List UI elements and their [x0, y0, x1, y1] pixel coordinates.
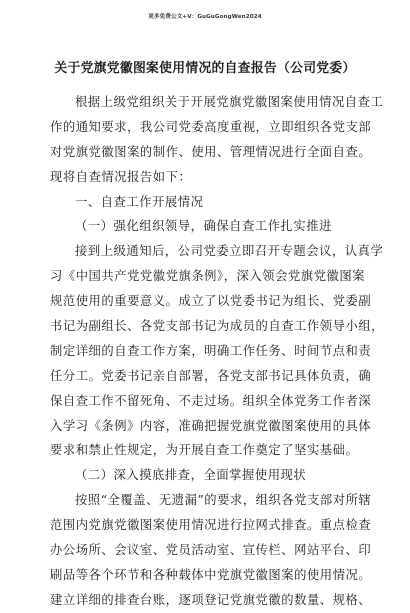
- body-line: 建立详细的排查台账，逐项登记党旗党徽的数量、规格、: [50, 592, 372, 607]
- body-line: 对党旗党徽图案的制作、使用、管理情况进行全面自查。: [50, 144, 372, 159]
- body-line: 制定详细的自查工作方案，明确工作任务、时间节点和责: [50, 343, 372, 358]
- body-line: 规范使用的重要意义。成立了以党委书记为组长、党委副: [50, 294, 372, 309]
- body-line: 接到上级通知后，公司党委立即召开专题会议，认真学: [75, 244, 384, 259]
- body-line: 作的通知要求，我公司党委高度重视，立即组织各党支部: [50, 119, 372, 134]
- body-line: （二）深入摸底排查，全面掌握使用现状: [75, 468, 307, 483]
- body-line: 办公场所、会议室、党员活动室、宣传栏、网站平台、印: [50, 543, 372, 558]
- body-line: 根据上级党组织关于开展党旗党徽图案使用情况自查工: [75, 95, 384, 109]
- document-title: 关于党旗党徽图案使用情况的自查报告（公司党委）: [54, 61, 356, 76]
- body-line: （一）强化组织领导，确保自查工作扎实推进: [75, 219, 332, 234]
- top-banner: 更多免费公文+V：GuGuGongWen2024: [148, 14, 262, 20]
- body-line: 入学习《条例》内容，准确把握党旗党徽图案使用的具体: [50, 418, 372, 433]
- body-line: 刷品等各个环节和各种载体中党旗党徽图案的使用情况。: [50, 567, 372, 582]
- document-body: [50, 90, 385, 613]
- body-line: 保自查工作不留死角、不走过场。组织全体党务工作者深: [50, 393, 372, 408]
- body-line: 书记为副组长、各党支部书记为成员的自查工作领导小组，: [50, 319, 385, 334]
- body-line: 现将自查情况报告如下：: [50, 169, 192, 184]
- body-line: 按照“全覆盖、无遗漏”的要求，组织各党支部对所辖: [75, 493, 372, 508]
- body-line: 习《中国共产党党徽党旗条例》，深入领会党旗党徽图案: [50, 269, 366, 284]
- body-line: 范围内党旗党徽图案使用情况进行拉网式排查。重点检查: [50, 518, 372, 533]
- body-line: 要求和禁止性规定，为开展自查工作奠定了坚实基础。: [50, 443, 359, 458]
- body-line: 任分工。党委书记亲自部署，各党支部书记具体负责，确: [50, 368, 372, 383]
- body-line: 一、自查工作开展情况: [75, 194, 204, 209]
